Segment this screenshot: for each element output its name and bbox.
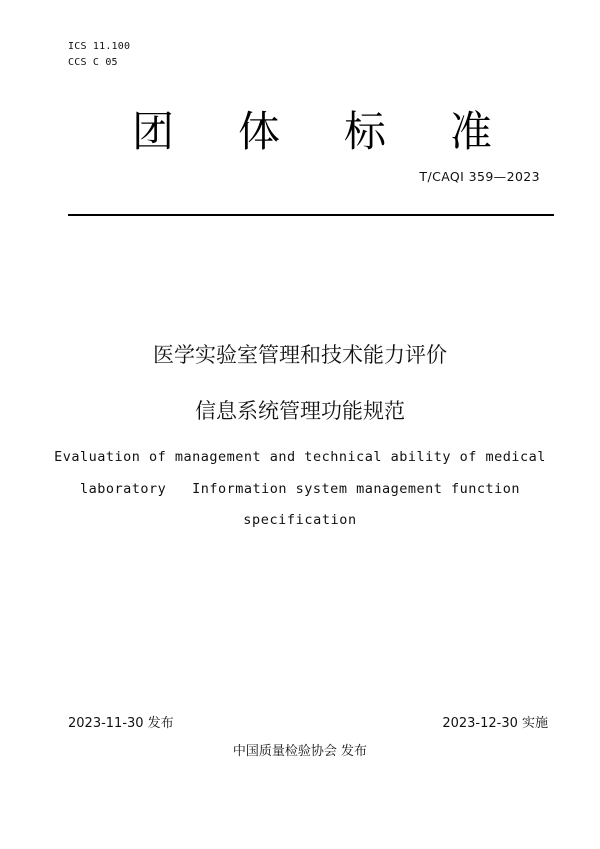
heading-char-2: 体 <box>237 107 280 156</box>
release-date: 2023-11-30 发布 <box>68 716 174 731</box>
standard-number: T/CAQI 359—2023 <box>419 169 540 184</box>
chinese-title-line-1: 医学实验室管理和技术能力评价 <box>153 343 447 367</box>
publisher: 中国质量检验协会 发布 <box>232 744 368 759</box>
english-title-line-3: specification <box>243 512 357 528</box>
ccs-code: CCS C 05 <box>68 57 118 68</box>
heading-char-4: 准 <box>449 107 492 156</box>
implementation-date: 2023-12-30 实施 <box>442 716 548 731</box>
chinese-title-line-2: 信息系统管理功能规范 <box>195 399 405 423</box>
heading-char-3: 标 <box>343 107 386 156</box>
ics-code: ICS 11.100 <box>68 41 131 52</box>
heading-char-1: 团 <box>132 107 175 156</box>
english-title-line-1: Evaluation of management and technical ability of medical <box>54 449 546 465</box>
english-title-line-2: laboratory Information system management function <box>79 481 520 497</box>
document-heading <box>132 108 492 156</box>
header-divider <box>68 214 554 216</box>
